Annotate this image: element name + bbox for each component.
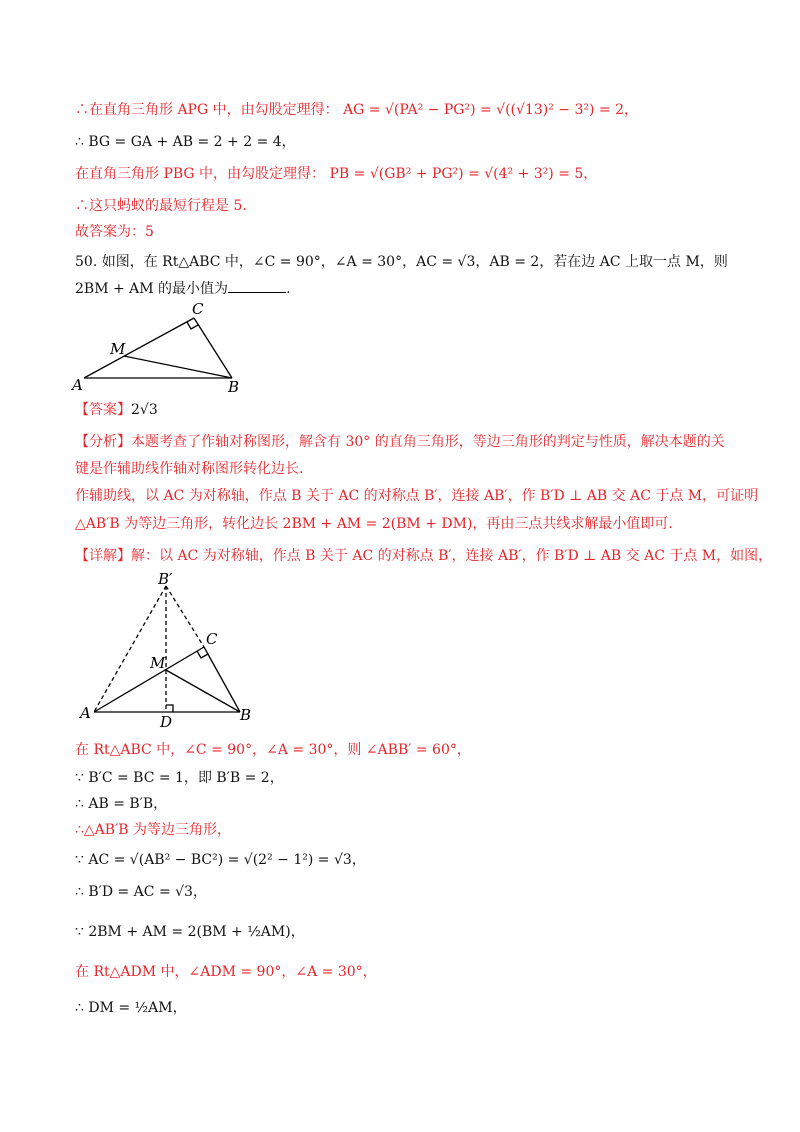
analysis-line-1 xyxy=(75,432,725,452)
label-a: A xyxy=(80,704,91,722)
detail-step-1: 在 Rt△ABC 中，∠C = 90°，∠A = 30°，则 ∠ABB′ = 60°， xyxy=(75,742,471,758)
detail-step-7: ∵ 2BM + AM = 2(BM + ½AM)， xyxy=(75,924,305,940)
side-cb xyxy=(194,318,232,378)
side-ac xyxy=(84,318,194,378)
label-m: M xyxy=(150,654,166,672)
prev-line-1: ∴在直角三角形 APG 中，由勾股定理得： AG = √(PA² − PG²) = √((√13)² − 3²) = 2， xyxy=(75,102,638,118)
answer-line xyxy=(75,400,158,420)
segment-ab1-dashed xyxy=(94,586,166,712)
segment-bm xyxy=(124,356,232,378)
detail-step-8: 在 Rt△ADM 中，∠ADM = 90°，∠A = 30°， xyxy=(75,964,377,980)
answer-tag: 【答案】 xyxy=(75,402,131,418)
analysis-line-2: 键是作辅助线作轴对称图形转化边长. xyxy=(75,461,304,477)
detail-figure xyxy=(70,570,270,730)
side-ac xyxy=(94,647,204,712)
detail-step-3: ∴ AB = B′B， xyxy=(75,796,168,812)
label-d: D xyxy=(160,713,173,730)
prev-line-4: ∴这只蚂蚁的最短行程是 5. xyxy=(75,198,247,214)
problem-figure xyxy=(60,300,280,395)
analysis-line-3: 作辅助线，以 AC 为对称轴，作点 B 关于 AC 的对称点 B′，连接 AB′，作 B′D ⊥ AB 交 AC 于点 M，可证明 xyxy=(75,488,759,504)
prev-line-2: ∴ BG = GA + AB = 2 + 2 = 4， xyxy=(75,134,296,150)
answer-value: 2√3 xyxy=(131,402,158,418)
label-b-prime: B′ xyxy=(158,570,173,588)
analysis-text-1: 本题考查了作轴对称图形，解含有 30° 的直角三角形，等边三角形的判定与性质，解决本题的关 xyxy=(131,434,725,450)
problem-line-2-text: 2BM + AM 的最小值为 xyxy=(75,281,229,297)
problem-line-2-suffix: . xyxy=(286,281,291,297)
analysis-tag: 【分析】 xyxy=(75,434,131,450)
detail-line-1 xyxy=(75,546,772,566)
analysis-line-4: △AB′B 为等边三角形，转化边长 2BM + AM = 2(BM + DM)，再由三点共线求解最小值即可. xyxy=(75,516,673,532)
detail-step-5: ∵ AC = √(AB² − BC²) = √(2² − 1²) = √3， xyxy=(75,852,366,868)
detail-step-4: ∴△AB′B 为等边三角形， xyxy=(75,822,231,838)
problem-line-2 xyxy=(75,279,291,299)
label-b: B xyxy=(240,706,252,724)
label-b: B xyxy=(228,378,240,395)
detail-step-6: ∴ B′D = AC = √3， xyxy=(75,884,207,900)
detail-tag: 【详解】 xyxy=(75,548,131,564)
prev-line-3: 在直角三角形 PBG 中，由勾股定理得： PB = √(GB² + PG²) = √(4² + 3²) = 5， xyxy=(75,166,598,182)
answer-blank xyxy=(228,280,286,293)
segment-b1c-dashed xyxy=(166,586,204,647)
label-c: C xyxy=(192,300,204,318)
label-a: A xyxy=(72,376,83,394)
right-angle-d xyxy=(166,705,173,712)
detail-step-2: ∵ B′C = BC = 1，即 B′B = 2， xyxy=(75,770,284,786)
prev-line-5: 故答案为：5 xyxy=(75,224,154,240)
label-c: C xyxy=(206,630,218,648)
label-m: M xyxy=(110,340,126,358)
detail-step-9: ∴ DM = ½AM， xyxy=(75,1000,187,1016)
problem-line-1: 50. 如图，在 Rt△ABC 中，∠C = 90°，∠A = 30°，AC = √3，AB = 2，若在边 AC 上取一点 M，则 xyxy=(75,254,728,270)
right-angle-mark xyxy=(187,322,198,329)
detail-text-1: 解：以 AC 为对称轴，作点 B 关于 AC 的对称点 B′，连接 AB′，作 B′D ⊥ AB 交 AC 于点 M，如图， xyxy=(131,548,773,564)
